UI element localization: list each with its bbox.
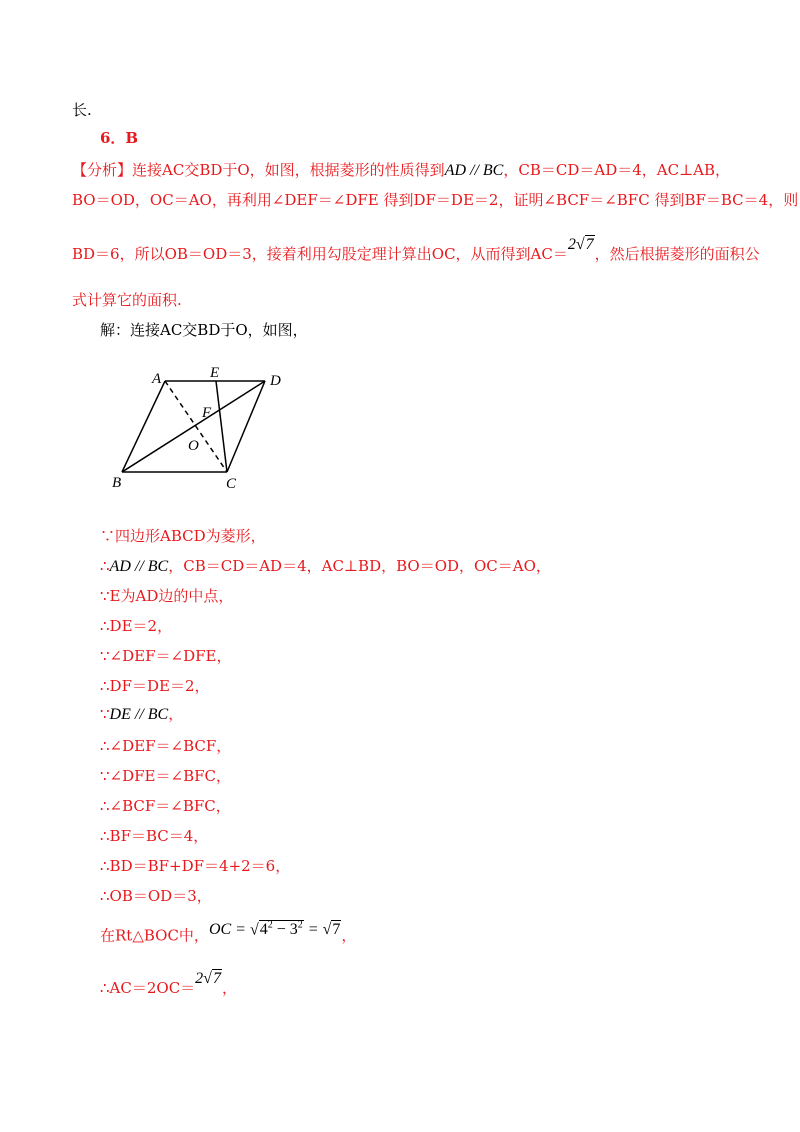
step-15-math	[195, 970, 222, 987]
exponent-2: 2	[297, 920, 303, 931]
step-14-text: 在Rt△BOC中，	[100, 926, 209, 945]
step-14-post: ，	[341, 926, 357, 945]
analysis-text-1b: ，CB＝CD＝AD＝4，AC⊥AB，	[503, 161, 731, 179]
analysis-text-2: BO＝OD，OC＝AO，再利用∠DEF＝∠DFE 得到DF＝DE＝2，证明∠BCF＝∠BFC 得到BF＝BC＝4，则	[72, 191, 799, 209]
question-number-label: 6．B	[100, 129, 139, 147]
step-4	[100, 616, 172, 636]
label-o: O	[188, 438, 199, 454]
step-4-text: ∴DE＝2，	[100, 617, 173, 635]
solution-intro	[100, 320, 308, 340]
step-9-text: ∵∠DFE＝∠BFC，	[100, 767, 231, 785]
step-12	[100, 856, 290, 876]
analysis-line-3	[72, 236, 760, 265]
step-14-math	[209, 921, 341, 938]
step-13-text: ∴OB＝OD＝3，	[100, 887, 212, 905]
math-coefficient: 2	[195, 970, 204, 987]
because-symbol: ∵	[100, 705, 110, 723]
step-8-text: ∴∠DEF＝∠BCF，	[100, 737, 232, 755]
analysis-line-1	[72, 160, 730, 181]
step-15-post: ，	[221, 979, 237, 997]
step-2-math: AD // BC	[109, 558, 169, 575]
label-f: F	[202, 405, 212, 421]
radicand	[259, 920, 304, 938]
step-15-text: ∴AC＝2OC＝	[100, 979, 196, 997]
analysis-text-3: BD＝6，所以OB＝OD＝3，接着利用勾股定理计算出OC，从而得到AC＝	[72, 245, 568, 263]
label-e: E	[210, 365, 220, 381]
step-2-text: ，CB＝CD＝AD＝4，AC⊥BD，BO＝OD，OC＝AO，	[168, 557, 551, 575]
label-a: A	[152, 371, 162, 387]
radicand: 7	[332, 921, 341, 939]
radicand-minus: − 3	[272, 921, 298, 939]
analysis-math-2sqrt7	[568, 236, 595, 253]
step-7	[100, 704, 183, 725]
sqrt-symbol: √7	[575, 236, 594, 253]
step-1-text: ∵四边形ABCD为菱形，	[100, 527, 266, 545]
sqrt-symbol: √7	[322, 921, 341, 939]
analysis-math-parallel: AD // BC	[444, 162, 504, 179]
step-8	[100, 736, 231, 756]
solution-intro-text: 解：连接AC交BD于O，如图，	[100, 321, 308, 339]
sqrt-symbol: $√4^2 - 3^2$	[249, 920, 303, 939]
step-15	[100, 970, 237, 999]
step-14	[100, 922, 356, 946]
math-lhs: OC =	[208, 921, 250, 939]
radicand: 7	[212, 970, 221, 987]
step-11	[100, 826, 208, 846]
step-10	[100, 796, 231, 816]
therefore-symbol: ∴	[100, 557, 110, 575]
radicand-base: 4	[259, 921, 268, 939]
continuation-label: 长.	[72, 101, 92, 119]
step-7-math: DE // BC	[109, 706, 169, 723]
label-c: C	[226, 476, 237, 492]
analysis-text-3b: ，然后根据菱形的面积公	[594, 245, 760, 263]
step-13	[100, 886, 212, 906]
step-5	[100, 646, 231, 666]
math-equals: =	[303, 921, 323, 939]
step-10-text: ∴∠BCF＝∠BFC，	[100, 797, 231, 815]
step-11-text: ∴BF＝BC＝4，	[100, 827, 209, 845]
question-number	[100, 128, 138, 148]
continuation-text	[72, 100, 92, 120]
analysis-text-1: 连接AC交BD于O，如图，根据菱形的性质得到	[132, 161, 445, 179]
rhombus-figure	[110, 365, 310, 495]
analysis-line-2	[72, 190, 798, 210]
step-1	[100, 526, 266, 546]
math-coefficient: 2	[567, 236, 576, 253]
edge-cd	[227, 381, 265, 472]
exponent-1: 2	[267, 920, 273, 931]
step-7-text: ，	[168, 705, 184, 723]
radicand: 7	[585, 236, 594, 253]
step-6	[100, 676, 210, 696]
label-d: D	[270, 373, 281, 389]
step-2	[100, 556, 551, 577]
sqrt-symbol: √7	[203, 970, 221, 987]
step-6-text: ∴DF＝DE＝2，	[100, 677, 210, 695]
label-b: B	[112, 475, 122, 491]
analysis-tag: 【分析】	[72, 161, 133, 179]
step-3	[100, 586, 233, 606]
analysis-line-4	[72, 290, 182, 310]
step-9	[100, 766, 231, 786]
step-3-text: ∵E为AD边的中点，	[100, 587, 234, 605]
step-5-text: ∵∠DEF＝∠DFE，	[100, 647, 232, 665]
step-12-text: ∴BD＝BF+DF＝4+2＝6，	[100, 857, 291, 875]
analysis-text-4: 式计算它的面积.	[72, 291, 182, 309]
